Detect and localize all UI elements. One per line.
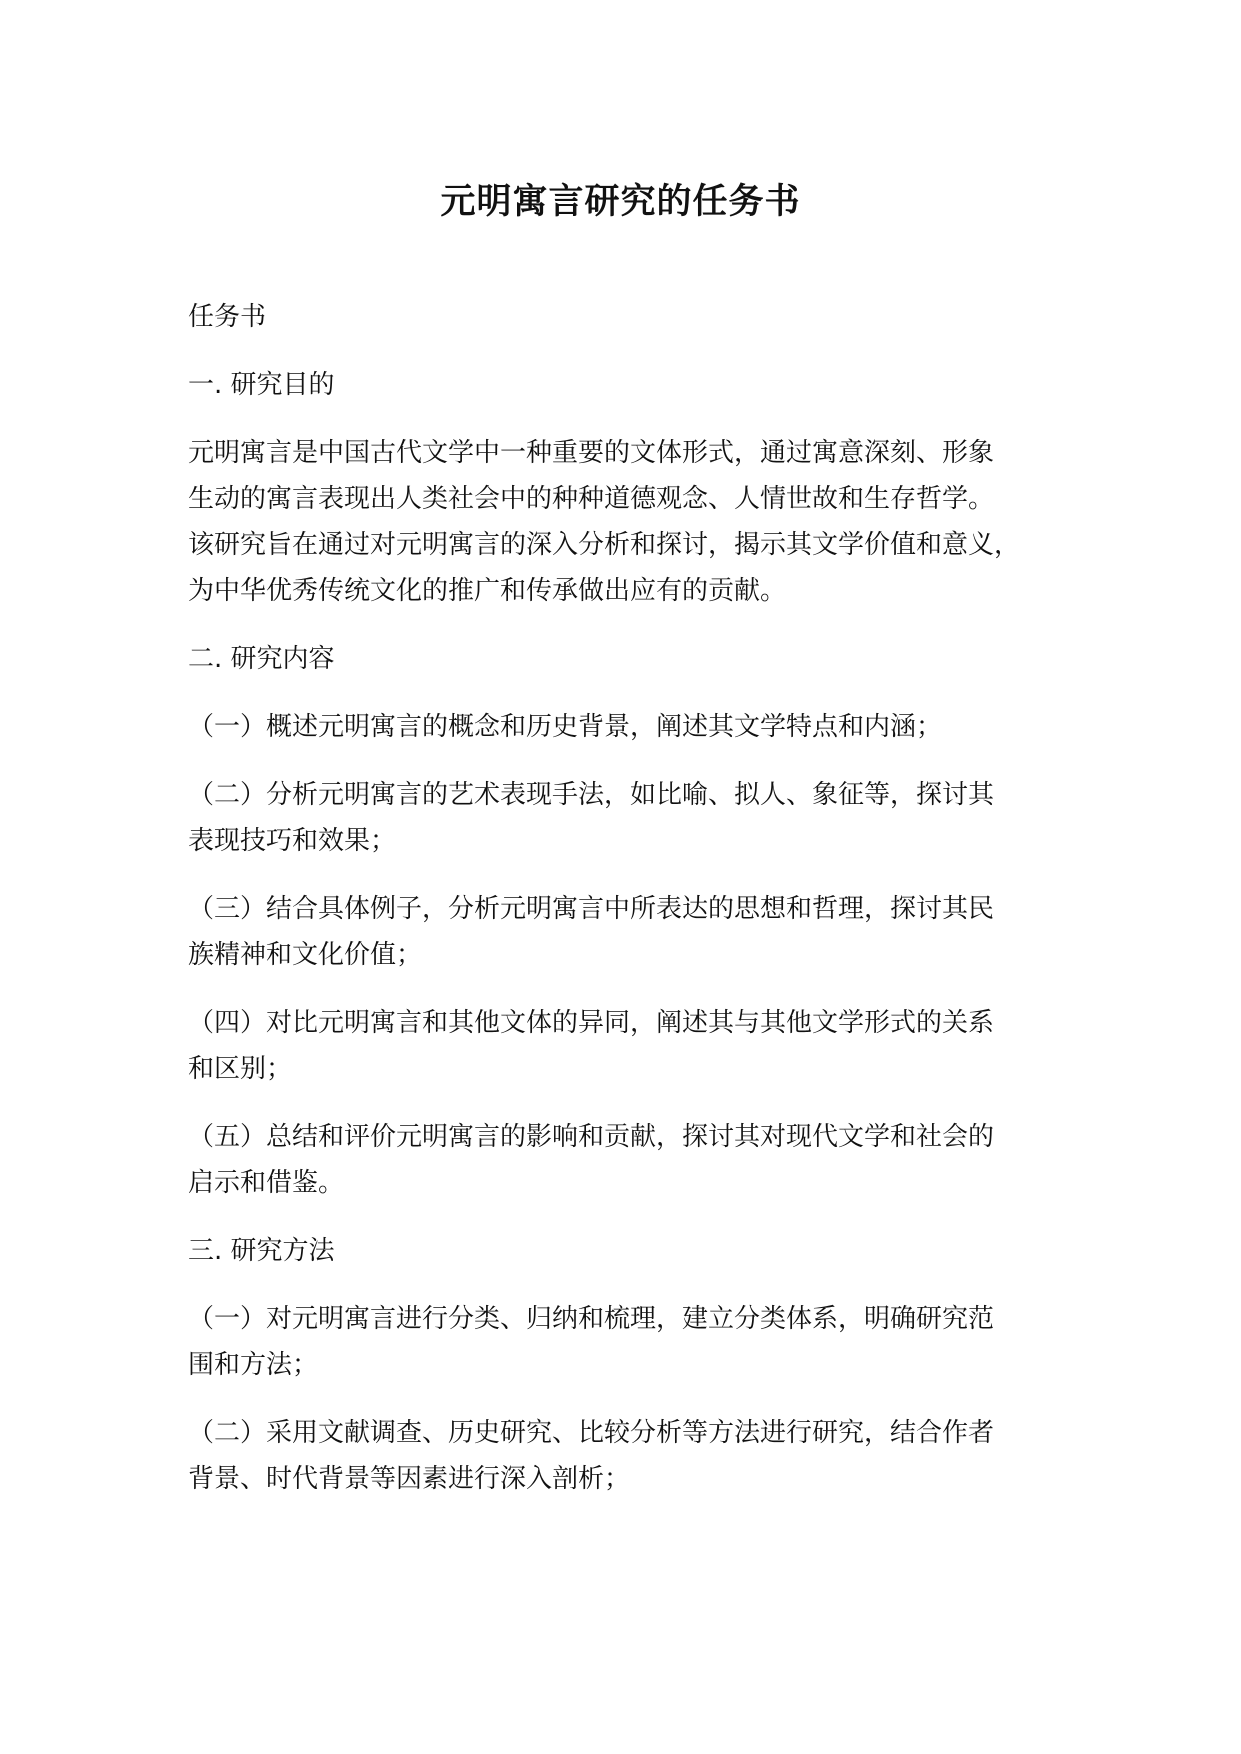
document-title: 元明寓言研究的任务书	[440, 182, 801, 222]
item-line: 表现技巧和效果；	[188, 826, 397, 856]
content-item-1	[188, 704, 1088, 750]
section-heading-content: 二. 研究内容	[188, 644, 335, 674]
method-item-1	[188, 1296, 1088, 1388]
method-item-2	[188, 1410, 1088, 1502]
document-body	[188, 294, 1088, 1524]
content-item-5	[188, 1114, 1088, 1206]
paragraph-line: 生动的寓言表现出人类社会中的种种道德观念、人情世故和生存哲学。	[188, 484, 995, 514]
section-heading-method: 三. 研究方法	[188, 1236, 335, 1266]
purpose-paragraph	[188, 430, 1088, 614]
item-line: （二）采用文献调查、历史研究、比较分析等方法进行研究，结合作者	[188, 1418, 995, 1448]
item-line: （一）对元明寓言进行分类、归纳和梳理，建立分类体系，明确研究范	[188, 1304, 995, 1334]
document-label: 任务书	[188, 302, 267, 332]
item-line: （二）分析元明寓言的艺术表现手法，如比喻、拟人、象征等，探讨其	[188, 780, 995, 810]
item-line: （五）总结和评价元明寓言的影响和贡献，探讨其对现代文学和社会的	[188, 1122, 995, 1152]
item-line: （一）概述元明寓言的概念和历史背景，阐述其文学特点和内涵；	[188, 712, 943, 742]
paragraph-line: 为中华优秀传统文化的推广和传承做出应有的贡献。	[188, 576, 787, 606]
content-item-3	[188, 886, 1088, 978]
content-item-2	[188, 772, 1088, 864]
item-line: （四）对比元明寓言和其他文体的异同，阐述其与其他文学形式的关系	[188, 1008, 995, 1038]
paragraph-line: 元明寓言是中国古代文学中一种重要的文体形式，通过寓意深刻、形象	[188, 438, 995, 468]
paragraph-line: 该研究旨在通过对元明寓言的深入分析和探讨，揭示其文学价值和意义，	[188, 530, 1021, 560]
item-line: 围和方法；	[188, 1350, 319, 1380]
item-line: （三）结合具体例子，分析元明寓言中所表达的思想和哲理，探讨其民	[188, 894, 995, 924]
content-item-4	[188, 1000, 1088, 1092]
item-line: 启示和借鉴。	[188, 1168, 345, 1198]
item-line: 背景、时代背景等因素进行深入剖析；	[188, 1464, 631, 1494]
section-heading-purpose: 一. 研究目的	[188, 370, 335, 400]
item-line: 和区别；	[188, 1054, 293, 1084]
item-line: 族精神和文化价值；	[188, 940, 423, 970]
